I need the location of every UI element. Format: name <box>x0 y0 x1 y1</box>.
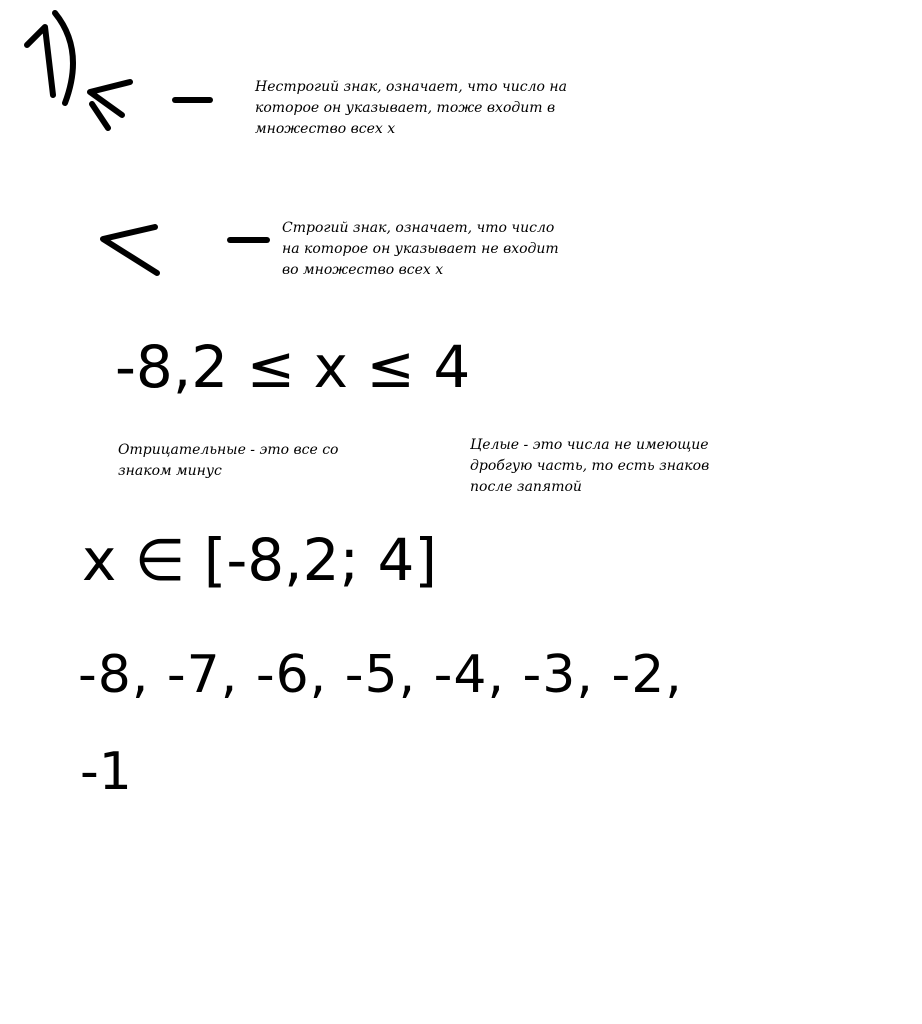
item-number-drawing <box>15 5 85 115</box>
strict-note <box>282 218 559 281</box>
integers-list-line1: -8, -7, -6, -5, -4, -3, -2, <box>78 645 683 705</box>
note-line: множество всех х <box>255 121 396 137</box>
note-line: дробгую часть, то есть знаков <box>470 458 710 474</box>
non-strict-symbol-drawing <box>80 70 230 140</box>
strict-symbol-drawing <box>95 215 275 285</box>
interval-text: x ∈ [-8,2; 4] <box>82 526 438 594</box>
note-line: на которое он указывает не входит <box>282 241 559 257</box>
note-line: во множество всех х <box>282 262 444 278</box>
note-line: которое он указывает, тоже входит в <box>255 100 556 116</box>
inequality-text: -8,2 ≤ x ≤ 4 <box>115 333 471 401</box>
note-line: Строгий знак, означает, что число <box>282 220 555 236</box>
integers-list-line2: -1 <box>80 742 132 802</box>
note-line: Целые - это числа не имеющие <box>470 437 709 453</box>
non-strict-note <box>255 77 567 140</box>
integers-note <box>470 435 709 498</box>
note-line: Нестрогий знак, означает, что число на <box>255 79 567 95</box>
note-line: Отрицательные - это все со <box>118 442 339 458</box>
note-line: после запятой <box>470 479 582 495</box>
note-line: знаком минус <box>118 463 222 479</box>
negative-note <box>118 440 338 482</box>
